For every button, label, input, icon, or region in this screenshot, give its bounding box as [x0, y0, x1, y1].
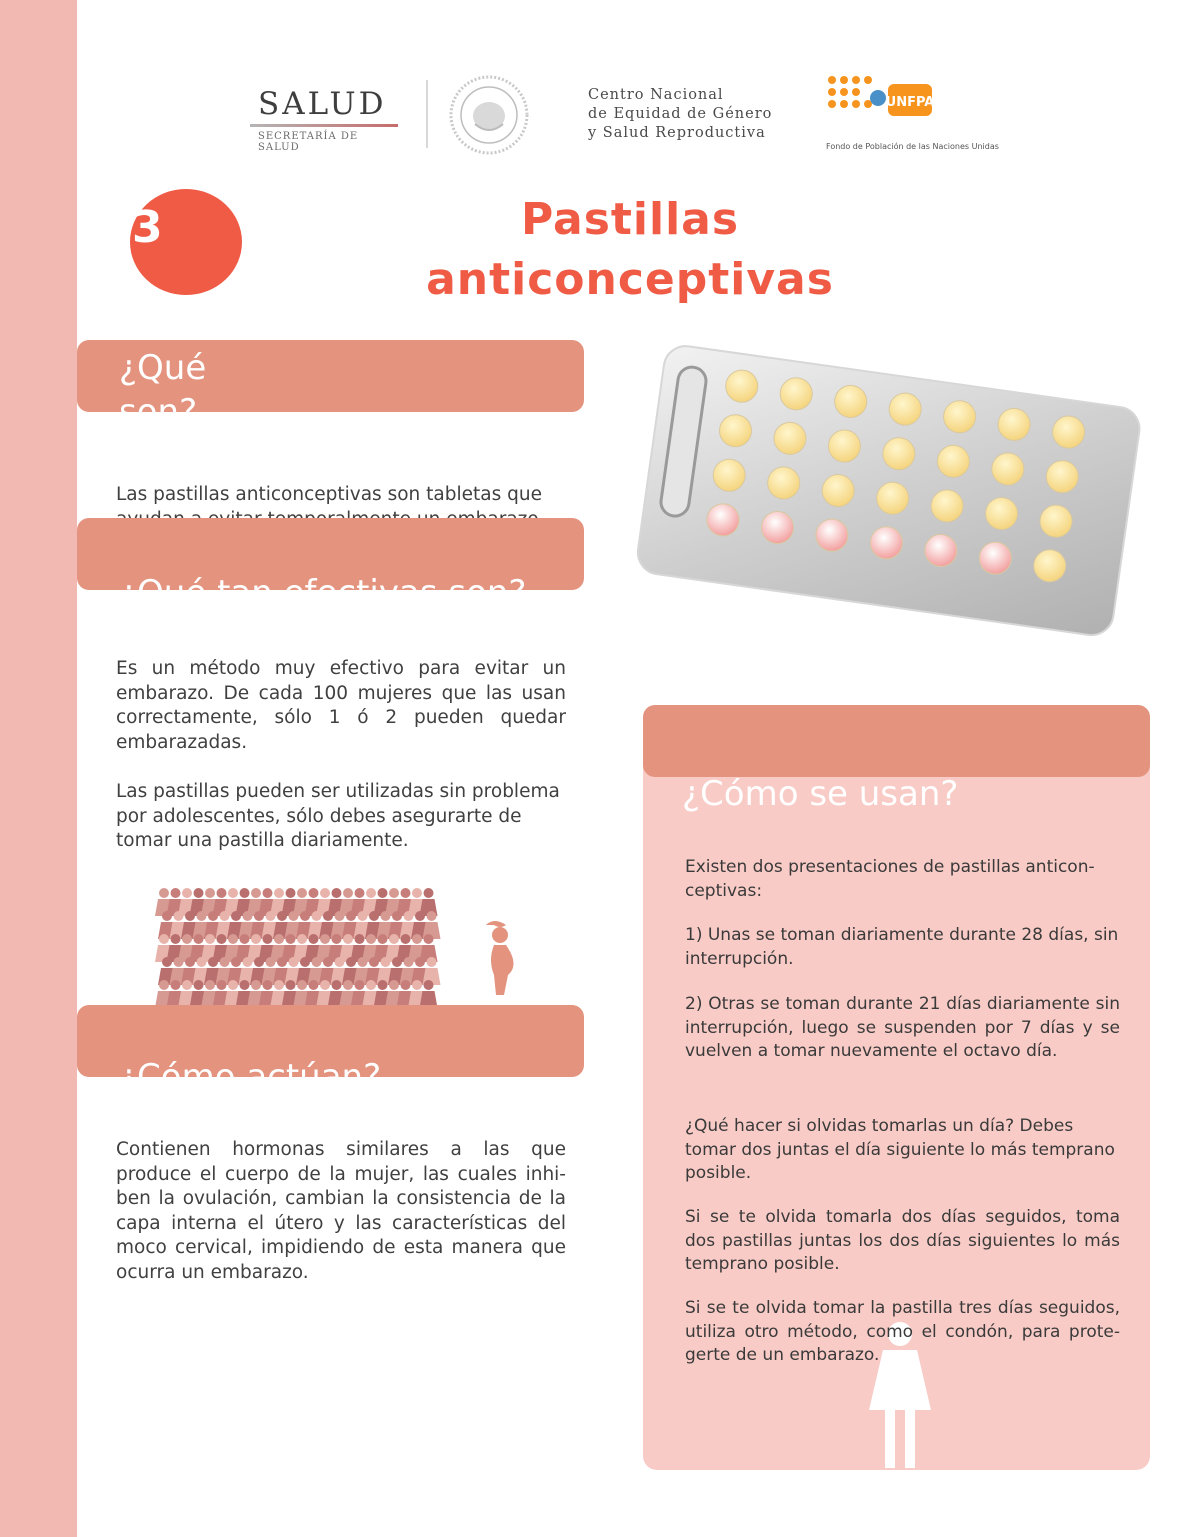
text-efectivas: Es un método muy efectivo para evitar un embarazo. De cada 100 mujeres que las usan correctamente, sólo 1 ó 2 pueden quedar embarazadas.: [116, 658, 566, 753]
center-name-line-3: y Salud Reproductiva: [588, 125, 766, 141]
text-olvidas-un-dia: ¿Qué hacer si olvidas tomarlas un día? Debes tomar dos juntas el día siguiente lo más temprano posible.: [685, 1116, 1115, 1183]
section-number: 3: [132, 202, 163, 253]
text-que-son: Las pastillas anticonceptivas son tabletas que: [116, 484, 542, 505]
header-divider: [426, 80, 428, 148]
text-presentaciones: Existen dos presentaciones de pastillas anticon- ceptivas:: [685, 857, 1095, 901]
page-title: [330, 190, 930, 310]
text-adolescentes: Las pastillas pueden ser utilizadas sin problema por adolescentes, sólo debes asegurarte de tomar una pastilla diariamente.: [116, 781, 560, 851]
page-title-line-1: Pastillas: [520, 194, 740, 245]
text-28-dias: 1) Unas se toman diariamente durante 28 días, sin interrupción.: [685, 925, 1119, 969]
women-group-illustration: [150, 880, 530, 1015]
center-name-line-1: Centro Nacional: [588, 87, 724, 103]
text-como-actuan: Contienen hormonas similares a las que produce el cuerpo de la mujer, las cuales inhi- ben la ovulación, cambian la consistencia de la capa interna el útero y las características del moco cervical, impidiendo de esta manera que ocurra un embarazo.: [116, 1139, 566, 1283]
text-dos-dias: Si se te olvida tomarla dos días seguidos, toma dos pastillas juntas los dos días siguientes lo más temprano posible.: [685, 1207, 1120, 1274]
heading-efectivas: ¿Qué tan efectivas son?: [119, 573, 527, 613]
banner-que-son: [77, 340, 584, 432]
banner-como-actuan: [77, 1005, 584, 1097]
mexico-seal-icon: [442, 74, 536, 156]
heading-como-se-usan: ¿Cómo se usan?: [682, 774, 959, 814]
salud-logo-rule: [250, 124, 398, 127]
text-tres-dias: Si se te olvida tomar la pastilla tres días seguidos, utiliza otro método, como el condón, para prote- gerte de un embarazo.: [685, 1298, 1120, 1365]
salud-logo-title: SALUD: [258, 86, 387, 122]
center-name-line-2: de Equidad de Género: [588, 106, 773, 122]
salud-logo-subtitle: SECRETARÍA DE SALUD: [258, 131, 359, 153]
centro-nacional-logo: [588, 86, 798, 143]
heading-que-son: ¿Qué son?: [119, 348, 207, 432]
banner-como-se-usan: [643, 705, 1150, 777]
pregnant-woman-icon: [486, 921, 514, 995]
pill-pack-image: [628, 345, 1140, 645]
unfpa-logo-icon: [826, 74, 936, 124]
side-stripe: [0, 0, 77, 1537]
heading-como-actuan: ¿Cómo actúan?: [119, 1057, 382, 1097]
unfpa-subtitle: Fondo de Población de las Naciones Unidas: [826, 142, 999, 151]
unfpa-label: UNFPA: [885, 95, 935, 110]
text-21-dias: 2) Otras se toman durante 21 días diariamente sin interrupción, luego se suspenden por 7 días y se vuelven a tomar nuevamente el octavo día.: [685, 994, 1120, 1061]
banner-efectivas: [77, 518, 584, 613]
page-title-line-2: anticonceptivas: [426, 254, 834, 305]
